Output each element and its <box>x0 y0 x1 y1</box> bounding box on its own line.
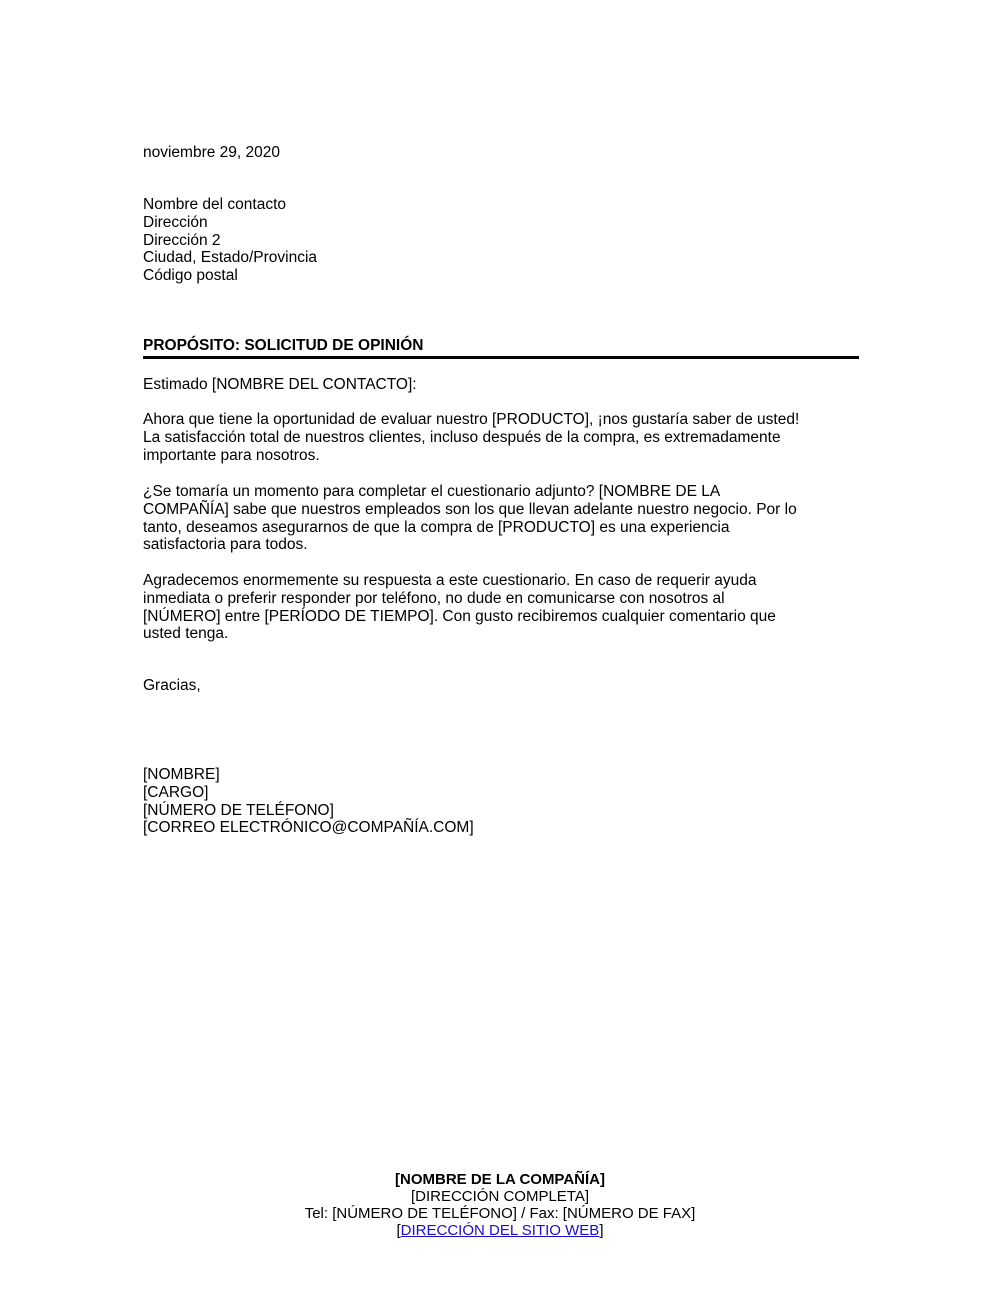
paragraph-line: satisfactoria para todos. <box>143 536 308 554</box>
salutation <box>143 376 859 394</box>
paragraph-line: Ahora que tiene la oportunidad de evaluar nuestro [PRODUCTO], ¡nos gustaría saber de usted! <box>143 411 800 428</box>
body-paragraph-2 <box>143 483 859 554</box>
letterhead-footer <box>0 1171 1000 1239</box>
paragraph-line: Agradecemos enormemente su respuesta a este cuestionario. En caso de requerir ayuda <box>143 572 757 589</box>
letter-date <box>143 144 859 162</box>
footer-address: [DIRECCIÓN COMPLETA] <box>410 1188 590 1205</box>
paragraph-line: COMPAÑÍA] sabe que nuestros empleados son los que llevan adelante nuestro negocio. Por lo <box>143 500 797 518</box>
recipient-postal-code: Código postal <box>143 267 238 285</box>
salutation-text: Estimado [NOMBRE DEL CONTACTO]: <box>143 376 417 393</box>
recipient-address-block <box>143 196 859 285</box>
website-link[interactable]: DIRECCIÓN DEL SITIO WEB <box>400 1222 600 1239</box>
paragraph-line: ¿Se tomaría un momento para completar el cuestionario adjunto? [NOMBRE DE LA <box>143 483 721 500</box>
signature-email: [CORREO ELECTRÓNICO@COMPAÑÍA.COM] <box>143 819 474 837</box>
subject-divider <box>143 356 859 359</box>
paragraph-line: importante para nosotros. <box>143 446 320 464</box>
subject-heading <box>143 337 859 359</box>
paragraph-line: La satisfacción total de nuestros clientes, incluso después de la compra, es extremadamente <box>143 428 781 446</box>
footer-company-name: [NOMBRE DE LA COMPAÑÍA] <box>395 1171 605 1188</box>
body-paragraph-3 <box>143 572 859 643</box>
recipient-name: Nombre del contacto <box>143 196 287 213</box>
paragraph-line: usted tenga. <box>143 625 229 643</box>
paragraph-line: tanto, deseamos asegurarnos de que la compra de [PRODUCTO] es una experiencia <box>143 518 730 536</box>
recipient-address-line-1: Dirección <box>143 213 208 231</box>
recipient-address-line-2: Dirección 2 <box>143 231 221 249</box>
subject-title: PROPÓSITO: SOLICITUD DE OPINIÓN <box>143 337 424 354</box>
signature-block <box>143 766 859 837</box>
website-bracket-close: ] <box>599 1222 604 1239</box>
signature-phone: [NÚMERO DE TELÉFONO] <box>143 801 334 819</box>
body-paragraph-1 <box>143 411 859 464</box>
paragraph-line: [NÚMERO] entre [PERÍODO DE TIEMPO]. Con gusto recibiremos cualquier comentario que <box>143 607 776 625</box>
recipient-city-state: Ciudad, Estado/Provincia <box>143 249 318 267</box>
footer-contact: Tel: [NÚMERO DE TELÉFONO] / Fax: [NÚMERO DE FAX] <box>304 1205 696 1222</box>
website-bracket-open: [ <box>396 1222 401 1239</box>
footer-website <box>0 1222 1000 1239</box>
signature-title: [CARGO] <box>143 783 209 801</box>
date-text: noviembre 29, 2020 <box>143 144 281 161</box>
signature-name: [NOMBRE] <box>143 766 220 783</box>
closing-text: Gracias, <box>143 677 201 694</box>
paragraph-line: inmediata o preferir responder por teléfono, no dude en comunicarse con nosotros al <box>143 589 725 607</box>
closing <box>143 677 859 695</box>
